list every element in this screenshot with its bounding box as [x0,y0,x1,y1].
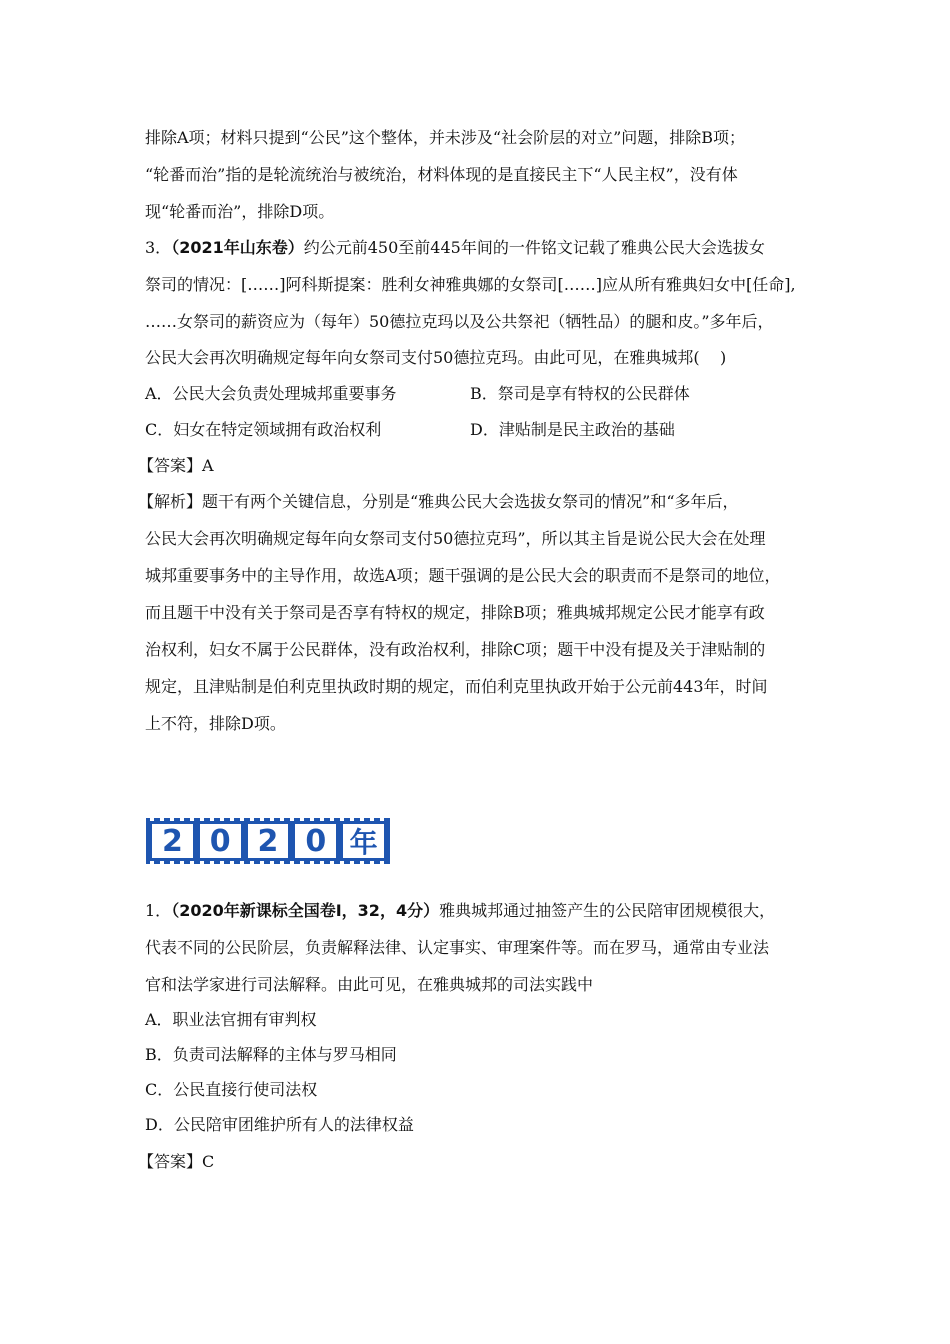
option-a: A．公民大会负责处理城邦重要事务 [145,384,397,403]
option-b: B．负责司法解释的主体与罗马相同 [145,1045,397,1064]
banner-digit: 0 [198,822,243,860]
banner-year-char: 年 [341,822,386,860]
analysis-line: 而且题干中没有关于祭司是否享有特权的规定，排除B项；雅典城邦规定公民才能享有政 [145,603,765,622]
analysis-line: 现“轮番而治”，排除D项。 [145,202,335,221]
question-1-first-line [145,900,775,922]
answer: 【答案】C [138,1152,215,1171]
option-d: D．公民陪审团维护所有人的法律权益 [145,1115,414,1134]
option-a: A．职业法官拥有审判权 [145,1010,317,1029]
option-d: D．津贴制是民主政治的基础 [470,420,675,439]
question-number: 3． [145,238,172,257]
question-stem: 约公元前450至前445年间的一件铭文记载了雅典公民大会选拔女 [303,238,765,257]
banner-digit: 0 [293,822,338,860]
question-stem: 雅典城邦通过抽签产生的公民陪审团规模很大， [439,901,776,920]
option-c: C．妇女在特定领域拥有政治权利 [145,420,382,439]
analysis-line: 排除A项；材料只提到“公民”这个整体，并未涉及“社会阶层的对立”问题，排除B项； [145,128,746,147]
answer: 【答案】A [138,456,214,475]
question-stem: 官和法学家进行司法解释。由此可见，在雅典城邦的司法实践中 [145,975,594,994]
question-number: 1． [145,901,172,920]
analysis-line: 城邦重要事务中的主导作用，故选A项；题干强调的是公民大会的职责而不是祭司的地位， [145,566,781,585]
question-source: （2020年新课标全国卷I，32，4分） [171,901,440,920]
analysis-line: 治权利，妇女不属于公民群体，没有政治权利，排除C项；题干中没有提及关于津贴制的 [145,640,766,659]
question-stem: 代表不同的公民阶层，负责解释法律、认定事实、审理案件等。而在罗马，通常由专业法 [145,938,770,957]
banner-digit: 2 [246,822,291,860]
question-stem: 公民大会再次明确规定每年向女祭司支付50德拉克玛。由此可见，在雅典城邦( ) [145,348,727,367]
banner-digit: 2 [150,822,195,860]
analysis-line: 上不符，排除D项。 [145,714,286,733]
analysis-line: 【解析】题干有两个关键信息，分别是“雅典公民大会选拔女祭司的情况”和“多年后， [138,492,739,511]
question-source: （2021年山东卷） [171,238,304,257]
question-stem: 祭司的情况：[……]阿科斯提案：胜利女神雅典娜的女祭司[……]应从所有雅典妇女中[任命], [145,275,796,294]
option-c: C．公民直接行使司法权 [145,1080,318,1099]
question-stem: ……女祭司的薪资应为（每年）50德拉克玛以及公共祭祀（牺牲品）的腿和皮。”多年后， [145,312,774,331]
question-3-first-line [145,237,765,259]
analysis-line: 公民大会再次明确规定每年向女祭司支付50德拉克玛”，所以其主旨是说公民大会在处理 [145,529,766,548]
analysis-line: 规定，且津贴制是伯利克里执政时期的规定，而伯利克里执政开始于公元前443年，时间 [145,677,768,696]
year-banner [146,818,390,864]
analysis-line: “轮番而治”指的是轮流统治与被统治，材料体现的是直接民主下“人民主权”，没有体 [145,165,738,184]
option-b: B．祭司是享有特权的公民群体 [470,384,690,403]
